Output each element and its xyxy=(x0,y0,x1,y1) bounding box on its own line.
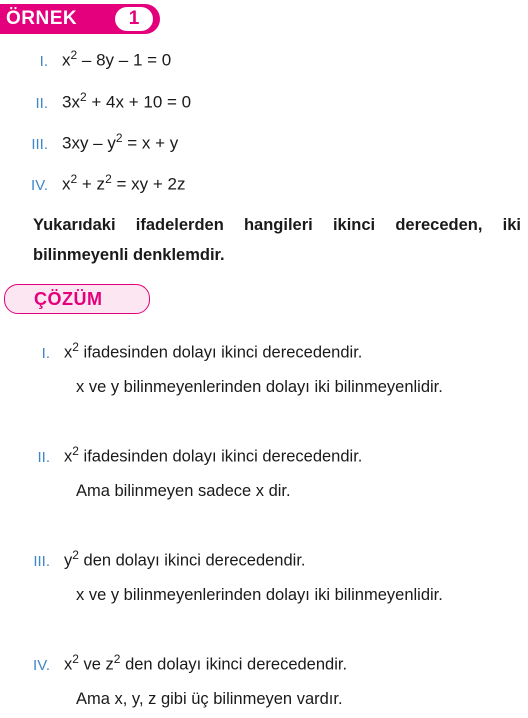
solution-step-3 xyxy=(12,548,306,571)
solution-line-2: x ve y bilinmeyenlerinden dolayı iki bilinmeyenlidir. xyxy=(76,586,443,604)
statement-expression: $3x^2 + 4x + 10 = 0$ xyxy=(62,90,192,112)
statement-2 xyxy=(10,90,191,113)
example-number: 1 xyxy=(115,7,153,31)
solution-step-1 xyxy=(12,340,362,363)
statement-roman: II. xyxy=(35,94,48,112)
example-label: ÖRNEK xyxy=(6,8,78,29)
solution-roman: IV. xyxy=(33,656,50,674)
solution-line-2: Ama x, y, z gibi üç bilinmeyen vardır. xyxy=(76,690,343,708)
solution-line-1: $x^2$ ve $z^2$ den dolayı ikinci derecedendir. xyxy=(64,652,348,674)
solution-step-4 xyxy=(12,652,347,675)
statement-roman: III. xyxy=(31,135,48,153)
solution-line-1: $x^2$ ifadesinden dolayı ikinci derecedendir. xyxy=(64,340,363,362)
solution-line-2: x ve y bilinmeyenlerinden dolayı iki bilinmeyenlidir. xyxy=(76,378,443,396)
statement-4 xyxy=(10,172,185,195)
statement-1 xyxy=(10,48,171,71)
solution-line-1: $x^2$ ifadesinden dolayı ikinci derecedendir. xyxy=(64,444,363,466)
solution-line-1: $y^2$ den dolayı ikinci derecedendir. xyxy=(64,548,306,570)
solution-roman: II. xyxy=(37,448,50,466)
statement-3 xyxy=(10,131,178,154)
statement-expression: $x^2 - 8y - 1 = 0$ xyxy=(62,48,172,70)
solution-roman: III. xyxy=(33,552,50,570)
solution-label: ÇÖZÜM xyxy=(34,289,103,309)
question-text: Yukarıdaki ifadelerden hangileri ikinci dereceden, iki bilinmeyenli denklemdir. xyxy=(33,216,521,264)
statement-roman: I. xyxy=(39,52,48,70)
solution-step-2 xyxy=(12,444,362,467)
solution-roman: I. xyxy=(41,344,50,362)
statement-expression: $3xy - y^2 = x + y$ xyxy=(62,131,179,153)
statement-expression: $x^2 + z^2$ = xy + 2z xyxy=(62,172,186,194)
statement-roman: IV. xyxy=(31,176,48,194)
solution-line-2: Ama bilinmeyen sadece x dir. xyxy=(76,482,291,500)
